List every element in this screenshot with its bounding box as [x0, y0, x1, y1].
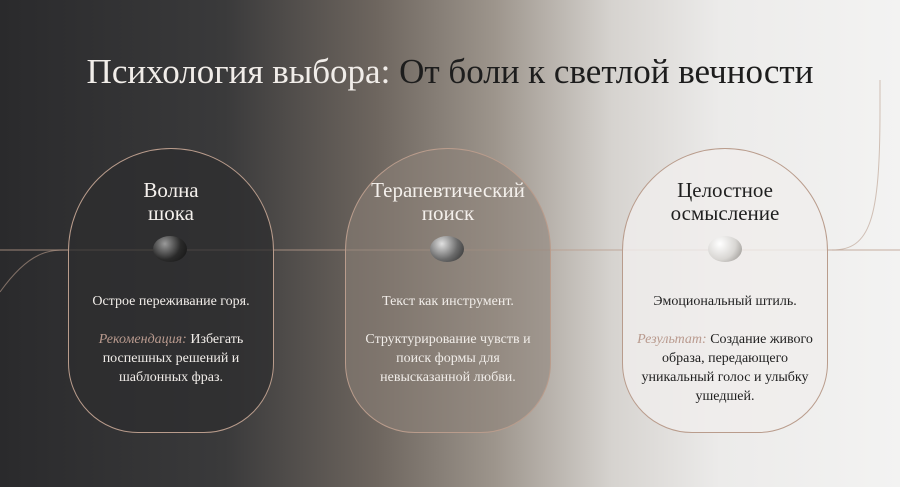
stage-card-search	[345, 148, 551, 433]
stage-title: Целостное осмысление	[670, 178, 780, 225]
stage-title: Волна шока	[143, 178, 199, 225]
white-stone-icon	[708, 236, 742, 262]
stage-card-shock	[68, 148, 274, 433]
stage-body: Острое переживание горя. Рекомендация: Избегать поспешных решений и шаблонных фраз.	[92, 294, 250, 385]
grey-stone-icon	[430, 236, 464, 262]
stage-card-integration	[622, 148, 828, 433]
stage-body: Эмоциональный штиль. Результат: Создание живого образа, передающего уникальный голос и улыбку ушедшей.	[637, 294, 813, 404]
page-title: Психология выбора: От боли к светлой вечности	[86, 52, 814, 91]
stage-title: Терапевтический поиск	[371, 178, 525, 225]
black-stone-icon	[153, 236, 187, 262]
stage-body: Текст как инструмент. Структурирование чувств и поиск формы для невысказанной любви.	[365, 294, 531, 385]
